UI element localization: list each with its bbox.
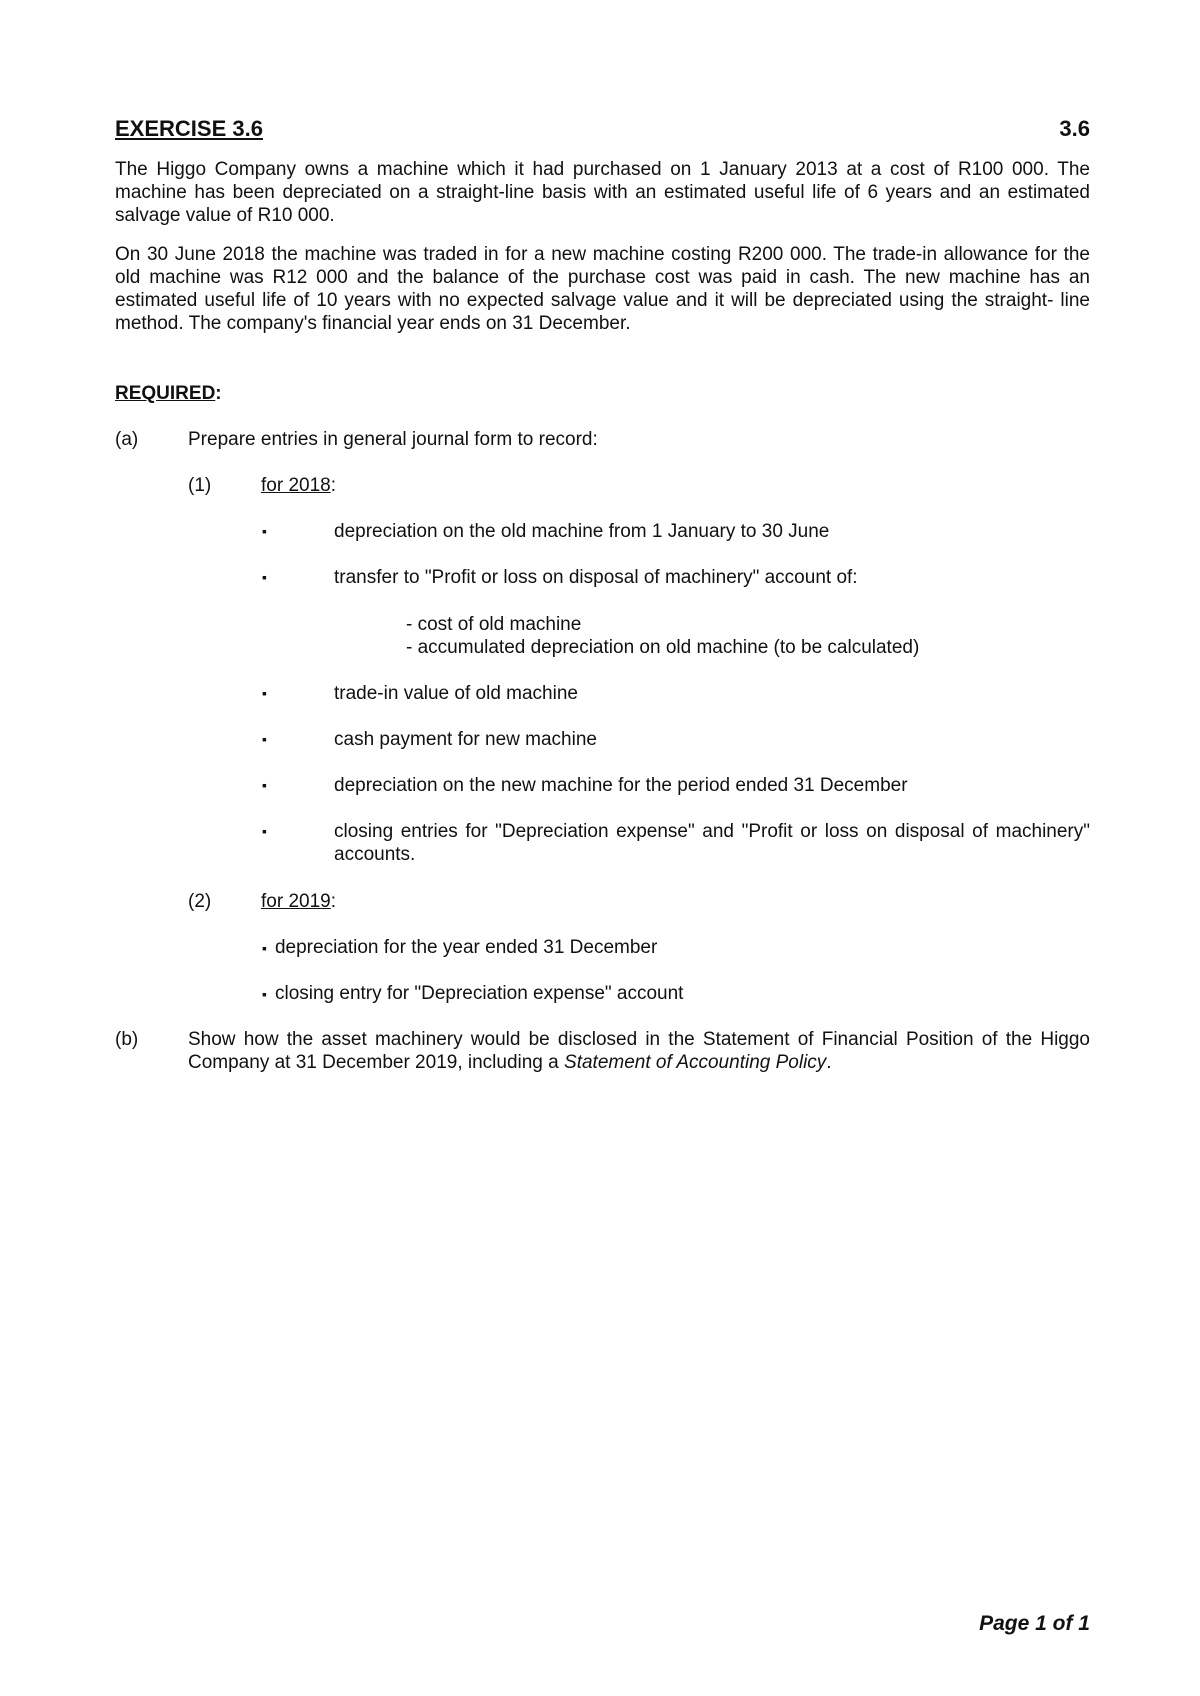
list-item: depreciation on the new machine for the period ended 31 December [334, 775, 908, 796]
list-item: closing entries for "Depreciation expense" and "Profit or loss on disposal of machinery" accounts. [334, 821, 1090, 865]
sub1-title: for 2018 [261, 475, 331, 496]
bullet-icon: ▪ [262, 731, 267, 747]
part-a-text: Prepare entries in general journal form to record: [188, 429, 598, 450]
bullet-icon: ▪ [262, 523, 267, 539]
sub2-title: for 2019 [261, 891, 331, 912]
dash-item: - cost of old machine [406, 614, 582, 635]
trade-in-paragraph: On 30 June 2018 the machine was traded in for a new machine costing R200 000. The trade-in allowance for the old machine was R12 000 and the balance of the purchase cost was paid in cash. The new machine has an estimated useful life of 10 years with no expected salvage value and it will be depreciated using the straight- line method. The company's financial year ends on 31 December. [115, 244, 1090, 334]
exercise-header [115, 116, 1090, 142]
exercise-number: 3.6 [1059, 116, 1090, 141]
list-item: ▪ depreciation for the year ended 31 December [262, 937, 658, 958]
bullet-icon: ▪ [262, 823, 267, 839]
list-item: depreciation on the old machine from 1 January to 30 June [334, 521, 830, 542]
part-a-label: (a) [115, 429, 139, 450]
required-label: REQUIRED [115, 383, 216, 404]
required-heading: REQUIRED: [115, 383, 222, 404]
list-item: trade-in value of old machine [334, 683, 578, 704]
list-item: cash payment for new machine [334, 729, 597, 750]
bullet-icon: ▪ [262, 940, 267, 956]
page-number: Page 1 of 1 [979, 1612, 1090, 1635]
bullet-icon: ▪ [262, 777, 267, 793]
sub1-label: (1) [188, 475, 212, 496]
part-b-label: (b) [115, 1029, 139, 1050]
intro-paragraph: The Higgo Company owns a machine which it had purchased on 1 January 2013 at a cost of R100 000. The machine has been depreciated on a straight-line basis with an estimated useful life of 6 years and an estimated salvage value of R10 000. [115, 159, 1090, 226]
dash-item: - accumulated depreciation on old machine (to be calculated) [406, 637, 920, 658]
accounting-policy-term: Statement of Accounting Policy [564, 1052, 827, 1073]
bullet-icon: ▪ [262, 685, 267, 701]
list-item: transfer to "Profit or loss on disposal of machinery" account of: [334, 567, 858, 588]
sub1-heading: for 2018: [261, 475, 337, 496]
part-b-text: Show how the asset machinery would be disclosed in the Statement of Financial Position of the Higgo Company at 31 December 2019, including a Statement of Accounting Policy. [188, 1029, 1090, 1073]
sub2-label: (2) [188, 891, 212, 912]
list-item: ▪ closing entry for "Depreciation expense" account [262, 983, 684, 1004]
exercise-title: EXERCISE 3.6 [115, 116, 263, 141]
bullet-icon: ▪ [262, 986, 267, 1002]
sub2-heading: for 2019: [261, 891, 337, 912]
bullet-icon: ▪ [262, 569, 267, 585]
